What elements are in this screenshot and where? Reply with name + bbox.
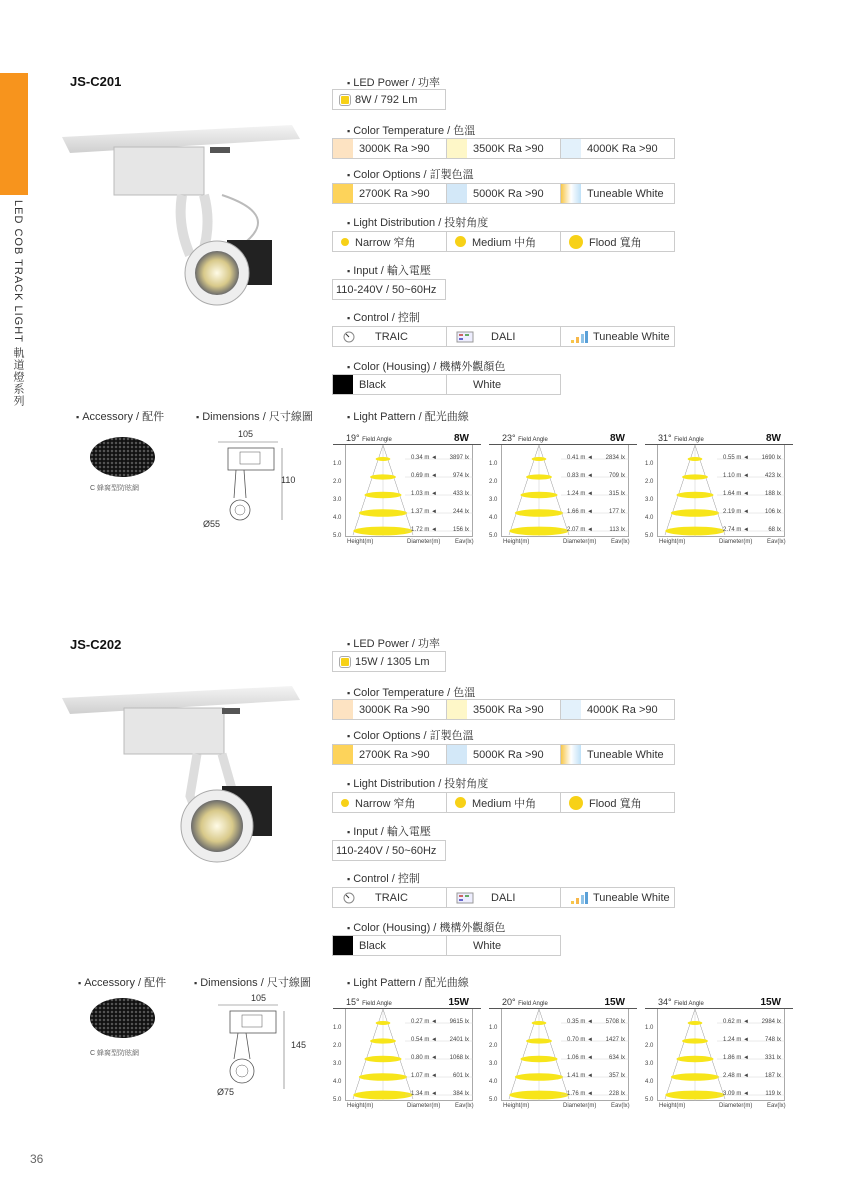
signal-bars-icon [569,330,589,344]
diameter-value: 3.09 m ◄ [723,1091,749,1097]
light-pattern-title: ▪ Light Pattern / 配光曲線 [347,408,469,424]
ct-option-3500: 3500K Ra >90 [446,699,561,720]
control-row [332,326,674,347]
beam-ellipse [520,492,557,498]
height-value: 3.0 [333,1061,342,1067]
control-title: ▪ Control / 控制 [347,870,420,886]
illuminance-value: 1068 lx [449,1055,469,1061]
color-temperature-row [332,138,674,159]
diameter-value: 1.76 m ◄ [567,1091,593,1097]
diameter-value: 2.48 m ◄ [723,1073,749,1079]
dim-diameter: Ø75 [217,1087,235,1097]
height-value: 5.0 [645,1097,654,1103]
dim-diameter: Ø55 [203,519,221,529]
housing-white: White [446,935,561,956]
led-power-title: ▪ LED Power / 功率 [347,74,440,90]
beam-ellipse [688,457,703,461]
accessory-title: ▪ Accessory / 配件 [76,408,164,424]
model-title: JS-C202 [70,637,122,652]
co-option-2700: 2700K Ra >90 [332,183,447,204]
beam-ellipse [364,1056,401,1062]
beam-ellipse [370,474,396,479]
beam-ellipse [509,1091,569,1100]
control-dali: DALI [446,887,561,908]
ct-option-3000: 3000K Ra >90 [332,138,447,159]
height-value: 5.0 [645,533,654,539]
model-title: JS-C201 [70,74,122,89]
illuminance-value: 68 lx [768,527,781,533]
swatch-2700k-icon [333,745,353,764]
height-value: 2.0 [645,479,654,485]
height-value: 4.0 [645,515,654,521]
co-option-tuneable: Tuneable White [560,744,675,765]
height-value: 2.0 [333,1043,342,1049]
control-traic: TRAIC [332,326,447,347]
diameter-value: 2.19 m ◄ [723,509,749,515]
illuminance-value: 119 lx [765,1091,781,1097]
color-temperature-title: ▪ Color Temperature / 色溫 [347,122,475,138]
beam-ellipse [376,1021,391,1025]
height-value: 3.0 [489,497,498,503]
illuminance-value: 9615 lx [449,1019,469,1025]
illuminance-value: 187 lx [764,1073,781,1079]
power-icon [341,96,349,104]
illuminance-value: 244 lx [452,509,469,515]
color-options-row [332,183,674,204]
beam-ellipse [665,1091,725,1100]
input-title: ▪ Input / 輸入電壓 [347,262,431,278]
co-option-5000: 5000K Ra >90 [446,183,561,204]
height-value: 5.0 [333,533,342,539]
narrow-dot-icon [341,799,349,807]
product-photo-js-c202 [62,666,302,886]
diameter-column-label: Diameter(m) [407,539,441,545]
ct-option-3500: 3500K Ra >90 [446,138,561,159]
light-pattern-chart-3 [645,433,793,555]
height-value: 4.0 [645,1079,654,1085]
illuminance-value: 228 lx [608,1091,625,1097]
diameter-value: 1.24 m ◄ [567,491,593,497]
illuminance-value: 331 lx [764,1055,781,1061]
accessory-label: C 蜂窩型防眩網 [90,1050,139,1057]
input-voltage-cell: 110-240V / 50~60Hz [332,840,446,861]
illuminance-value: 177 lx [608,509,625,515]
distribution-medium: Medium 中角 [446,792,561,813]
ct-option-3000: 3000K Ra >90 [332,699,447,720]
beam-ellipse [526,1038,552,1043]
height-value: 1.0 [489,1025,498,1031]
height-value: 3.0 [489,1061,498,1067]
led-power-cell [332,89,446,110]
illuminance-value: 1690 lx [761,455,781,461]
color-options-title: ▪ Color Options / 訂製色溫 [347,166,474,182]
beam-ellipse [515,509,563,517]
height-value: 5.0 [489,1097,498,1103]
beam-ellipse [376,457,391,461]
pattern-wattage: 8W [766,433,781,444]
power-icon [341,658,349,666]
illuminance-value: 3897 lx [449,455,469,461]
height-value: 3.0 [645,1061,654,1067]
diameter-value: 0.34 m ◄ [411,455,437,461]
distribution-narrow: Narrow 窄角 [332,792,447,813]
eav-column-label: Eav(lx) [767,1103,786,1109]
illuminance-value: 974 lx [452,473,469,479]
diameter-column-label: Diameter(m) [563,1103,597,1109]
diameter-value: 1.07 m ◄ [411,1073,437,1079]
diameter-column-label: Diameter(m) [563,539,597,545]
eav-column-label: Eav(lx) [611,539,630,545]
pattern-wattage: 15W [760,997,781,1008]
distribution-medium: Medium 中角 [446,231,561,252]
swatch-4000k-icon [561,139,581,158]
beam-ellipse [370,1038,396,1043]
flood-dot-icon [569,235,583,249]
swatch-2700k-icon [333,184,353,203]
light-pattern-title: ▪ Light Pattern / 配光曲線 [347,974,469,990]
swatch-3500k-icon [447,700,467,719]
height-value: 4.0 [333,1079,342,1085]
field-angle-label: 34° Field Angle [658,997,704,1007]
height-value: 5.0 [489,533,498,539]
accessory-title: ▪ Accessory / 配件 [78,974,166,990]
diameter-value: 1.86 m ◄ [723,1055,749,1061]
beam-ellipse [532,457,547,461]
led-power-value: 15W / 1305 Lm [355,655,430,668]
led-power-title: ▪ LED Power / 功率 [347,635,440,651]
dim-height: 145 [291,1040,307,1050]
beam-ellipse [509,527,569,536]
diameter-column-label: Diameter(m) [719,1103,753,1109]
honeycomb-grille-image [90,437,155,477]
illuminance-value: 106 lx [764,509,781,515]
pattern-wattage: 8W [610,433,625,444]
illuminance-value: 2834 lx [605,455,625,461]
dali-panel-icon [455,891,475,905]
color-options-title: ▪ Color Options / 訂製色溫 [347,727,474,743]
side-tab-accent [0,73,28,195]
beam-ellipse [682,1038,708,1043]
illuminance-value: 709 lx [608,473,625,479]
field-angle-label: 23° Field Angle [502,433,548,443]
diameter-value: 1.72 m ◄ [411,527,437,533]
illuminance-value: 2401 lx [449,1037,469,1043]
illuminance-value: 113 lx [609,527,625,533]
led-power-row [332,651,445,672]
diameter-value: 0.70 m ◄ [567,1037,593,1043]
field-angle-label: 19° Field Angle [346,433,392,443]
dim-width: 105 [251,993,267,1003]
input-title: ▪ Input / 輸入電壓 [347,823,431,839]
co-option-tuneable: Tuneable White [560,183,675,204]
height-value: 1.0 [645,1025,654,1031]
side-section-label: LED COB TRACK LIGHT 軌道燈系列 [12,200,24,407]
swatch-4000k-icon [561,700,581,719]
diameter-value: 0.55 m ◄ [723,455,749,461]
black-swatch-icon [333,936,353,955]
beam-ellipse [682,474,708,479]
beam-ellipse [688,1021,703,1025]
height-column-label: Height(m) [503,1103,530,1109]
height-value: 2.0 [489,1043,498,1049]
accessory-label: C 蜂窩型防眩網 [90,485,139,492]
white-swatch-icon [447,375,467,394]
diameter-value: 1.64 m ◄ [723,491,749,497]
led-power-row [332,89,445,110]
light-pattern-chart-2 [489,433,637,555]
product-photo-js-c201 [62,105,302,325]
dim-height: 110 [281,475,296,485]
flood-dot-icon [569,796,583,810]
input-row [332,279,445,300]
medium-dot-icon [455,236,466,247]
beam-ellipse [526,474,552,479]
distribution-flood: Flood 寬角 [560,231,675,252]
illuminance-value: 1427 lx [605,1037,625,1043]
pattern-wattage: 15W [604,997,625,1008]
beam-ellipse [671,509,719,517]
diameter-value: 0.80 m ◄ [411,1055,437,1061]
height-value: 2.0 [333,479,342,485]
diameter-value: 1.66 m ◄ [567,509,593,515]
dimensions-title: ▪ Dimensions / 尺寸線圖 [196,408,313,424]
illuminance-value: 748 lx [764,1037,781,1043]
height-value: 1.0 [333,1025,342,1031]
diameter-column-label: Diameter(m) [407,1103,441,1109]
swatch-tuneable-icon [561,184,581,203]
height-value: 1.0 [645,461,654,467]
height-value: 3.0 [645,497,654,503]
height-value: 1.0 [489,461,498,467]
color-temperature-row [332,699,674,720]
ct-option-4000: 4000K Ra >90 [560,138,675,159]
light-distribution-title: ▪ Light Distribution / 投射角度 [347,775,488,791]
beam-ellipse [359,509,407,517]
housing-white: White [446,374,561,395]
housing-black: Black [332,935,447,956]
beam-ellipse [671,1073,719,1081]
height-column-label: Height(m) [503,539,530,545]
swatch-5000k-icon [447,745,467,764]
swatch-tuneable-icon [561,745,581,764]
led-power-cell [332,651,446,672]
dimensions-title: ▪ Dimensions / 尺寸線圖 [194,974,311,990]
control-dali: DALI [446,326,561,347]
height-value: 4.0 [489,515,498,521]
diameter-value: 2.74 m ◄ [723,527,749,533]
input-row [332,840,445,861]
color-temperature-title: ▪ Color Temperature / 色溫 [347,684,475,700]
illuminance-value: 156 lx [452,527,469,533]
beam-ellipse [532,1021,547,1025]
pattern-wattage: 8W [454,433,469,444]
illuminance-value: 188 lx [764,491,781,497]
illuminance-value: 384 lx [452,1091,469,1097]
eav-column-label: Eav(lx) [455,1103,474,1109]
illuminance-value: 2984 lx [761,1019,781,1025]
black-swatch-icon [333,375,353,394]
illuminance-value: 601 lx [452,1073,469,1079]
eav-column-label: Eav(lx) [611,1103,630,1109]
illuminance-value: 5708 lx [605,1019,625,1025]
dimension-drawing [212,438,292,548]
control-row [332,887,674,908]
control-tuneable: Tuneable White [560,887,675,908]
illuminance-value: 634 lx [608,1055,625,1061]
housing-row [332,935,560,956]
diameter-value: 0.54 m ◄ [411,1037,437,1043]
illuminance-value: 423 lx [764,473,781,479]
height-value: 2.0 [645,1043,654,1049]
beam-ellipse [364,492,401,498]
height-value: 3.0 [333,497,342,503]
beam-ellipse [520,1056,557,1062]
swatch-3000k-icon [333,139,353,158]
co-option-2700: 2700K Ra >90 [332,744,447,765]
diameter-value: 0.69 m ◄ [411,473,437,479]
swatch-3000k-icon [333,700,353,719]
color-options-row [332,744,674,765]
dimmer-knob-icon [341,891,361,905]
height-column-label: Height(m) [659,1103,686,1109]
light-distribution-title: ▪ Light Distribution / 投射角度 [347,214,488,230]
light-distribution-row [332,231,674,252]
diameter-value: 1.10 m ◄ [723,473,749,479]
diameter-value: 2.07 m ◄ [567,527,593,533]
narrow-dot-icon [341,238,349,246]
height-value: 4.0 [333,515,342,521]
height-column-label: Height(m) [347,1103,374,1109]
page-number: 36 [30,1152,44,1166]
illuminance-value: 315 lx [608,491,625,497]
pattern-wattage: 15W [448,997,469,1008]
illuminance-value: 433 lx [452,491,469,497]
field-angle-label: 15° Field Angle [346,997,392,1007]
signal-bars-icon [569,891,589,905]
diameter-value: 1.34 m ◄ [411,1091,437,1097]
control-traic: TRAIC [332,887,447,908]
light-pattern-chart-1 [333,997,481,1119]
light-distribution-row [332,792,674,813]
illuminance-value: 357 lx [608,1073,625,1079]
dimmer-knob-icon [341,330,361,344]
diameter-value: 0.41 m ◄ [567,455,593,461]
led-power-value: 8W / 792 Lm [355,93,418,106]
diameter-value: 0.27 m ◄ [411,1019,437,1025]
eav-column-label: Eav(lx) [767,539,786,545]
control-tuneable: Tuneable White [560,326,675,347]
dali-panel-icon [455,330,475,344]
distribution-narrow: Narrow 窄角 [332,231,447,252]
ct-option-4000: 4000K Ra >90 [560,699,675,720]
beam-ellipse [665,527,725,536]
dim-width: 105 [238,429,254,439]
housing-title: ▪ Color (Housing) / 機構外觀顏色 [347,358,505,374]
diameter-value: 1.03 m ◄ [411,491,437,497]
height-value: 4.0 [489,1079,498,1085]
height-value: 2.0 [489,479,498,485]
beam-ellipse [676,1056,713,1062]
field-angle-label: 31° Field Angle [658,433,704,443]
diameter-value: 0.35 m ◄ [567,1019,593,1025]
light-pattern-chart-1 [333,433,481,555]
diameter-value: 1.06 m ◄ [567,1055,593,1061]
light-pattern-chart-2 [489,997,637,1119]
height-value: 1.0 [333,461,342,467]
height-column-label: Height(m) [347,539,374,545]
housing-black: Black [332,374,447,395]
diameter-value: 1.37 m ◄ [411,509,437,515]
input-voltage-cell: 110-240V / 50~60Hz [332,279,446,300]
field-angle-label: 20° Field Angle [502,997,548,1007]
diameter-value: 0.83 m ◄ [567,473,593,479]
light-pattern-chart-3 [645,997,793,1119]
diameter-column-label: Diameter(m) [719,539,753,545]
diameter-value: 1.41 m ◄ [567,1073,593,1079]
height-column-label: Height(m) [659,539,686,545]
medium-dot-icon [455,797,466,808]
honeycomb-grille-image [90,998,155,1038]
height-value: 5.0 [333,1097,342,1103]
housing-row [332,374,560,395]
swatch-3500k-icon [447,139,467,158]
distribution-flood: Flood 寬角 [560,792,675,813]
white-swatch-icon [447,936,467,955]
diameter-value: 1.24 m ◄ [723,1037,749,1043]
swatch-5000k-icon [447,184,467,203]
eav-column-label: Eav(lx) [455,539,474,545]
control-title: ▪ Control / 控制 [347,309,420,325]
beam-ellipse [353,1091,413,1100]
beam-ellipse [359,1073,407,1081]
beam-ellipse [676,492,713,498]
beam-ellipse [515,1073,563,1081]
housing-title: ▪ Color (Housing) / 機構外觀顏色 [347,919,505,935]
co-option-5000: 5000K Ra >90 [446,744,561,765]
beam-ellipse [353,527,413,536]
diameter-value: 0.62 m ◄ [723,1019,749,1025]
